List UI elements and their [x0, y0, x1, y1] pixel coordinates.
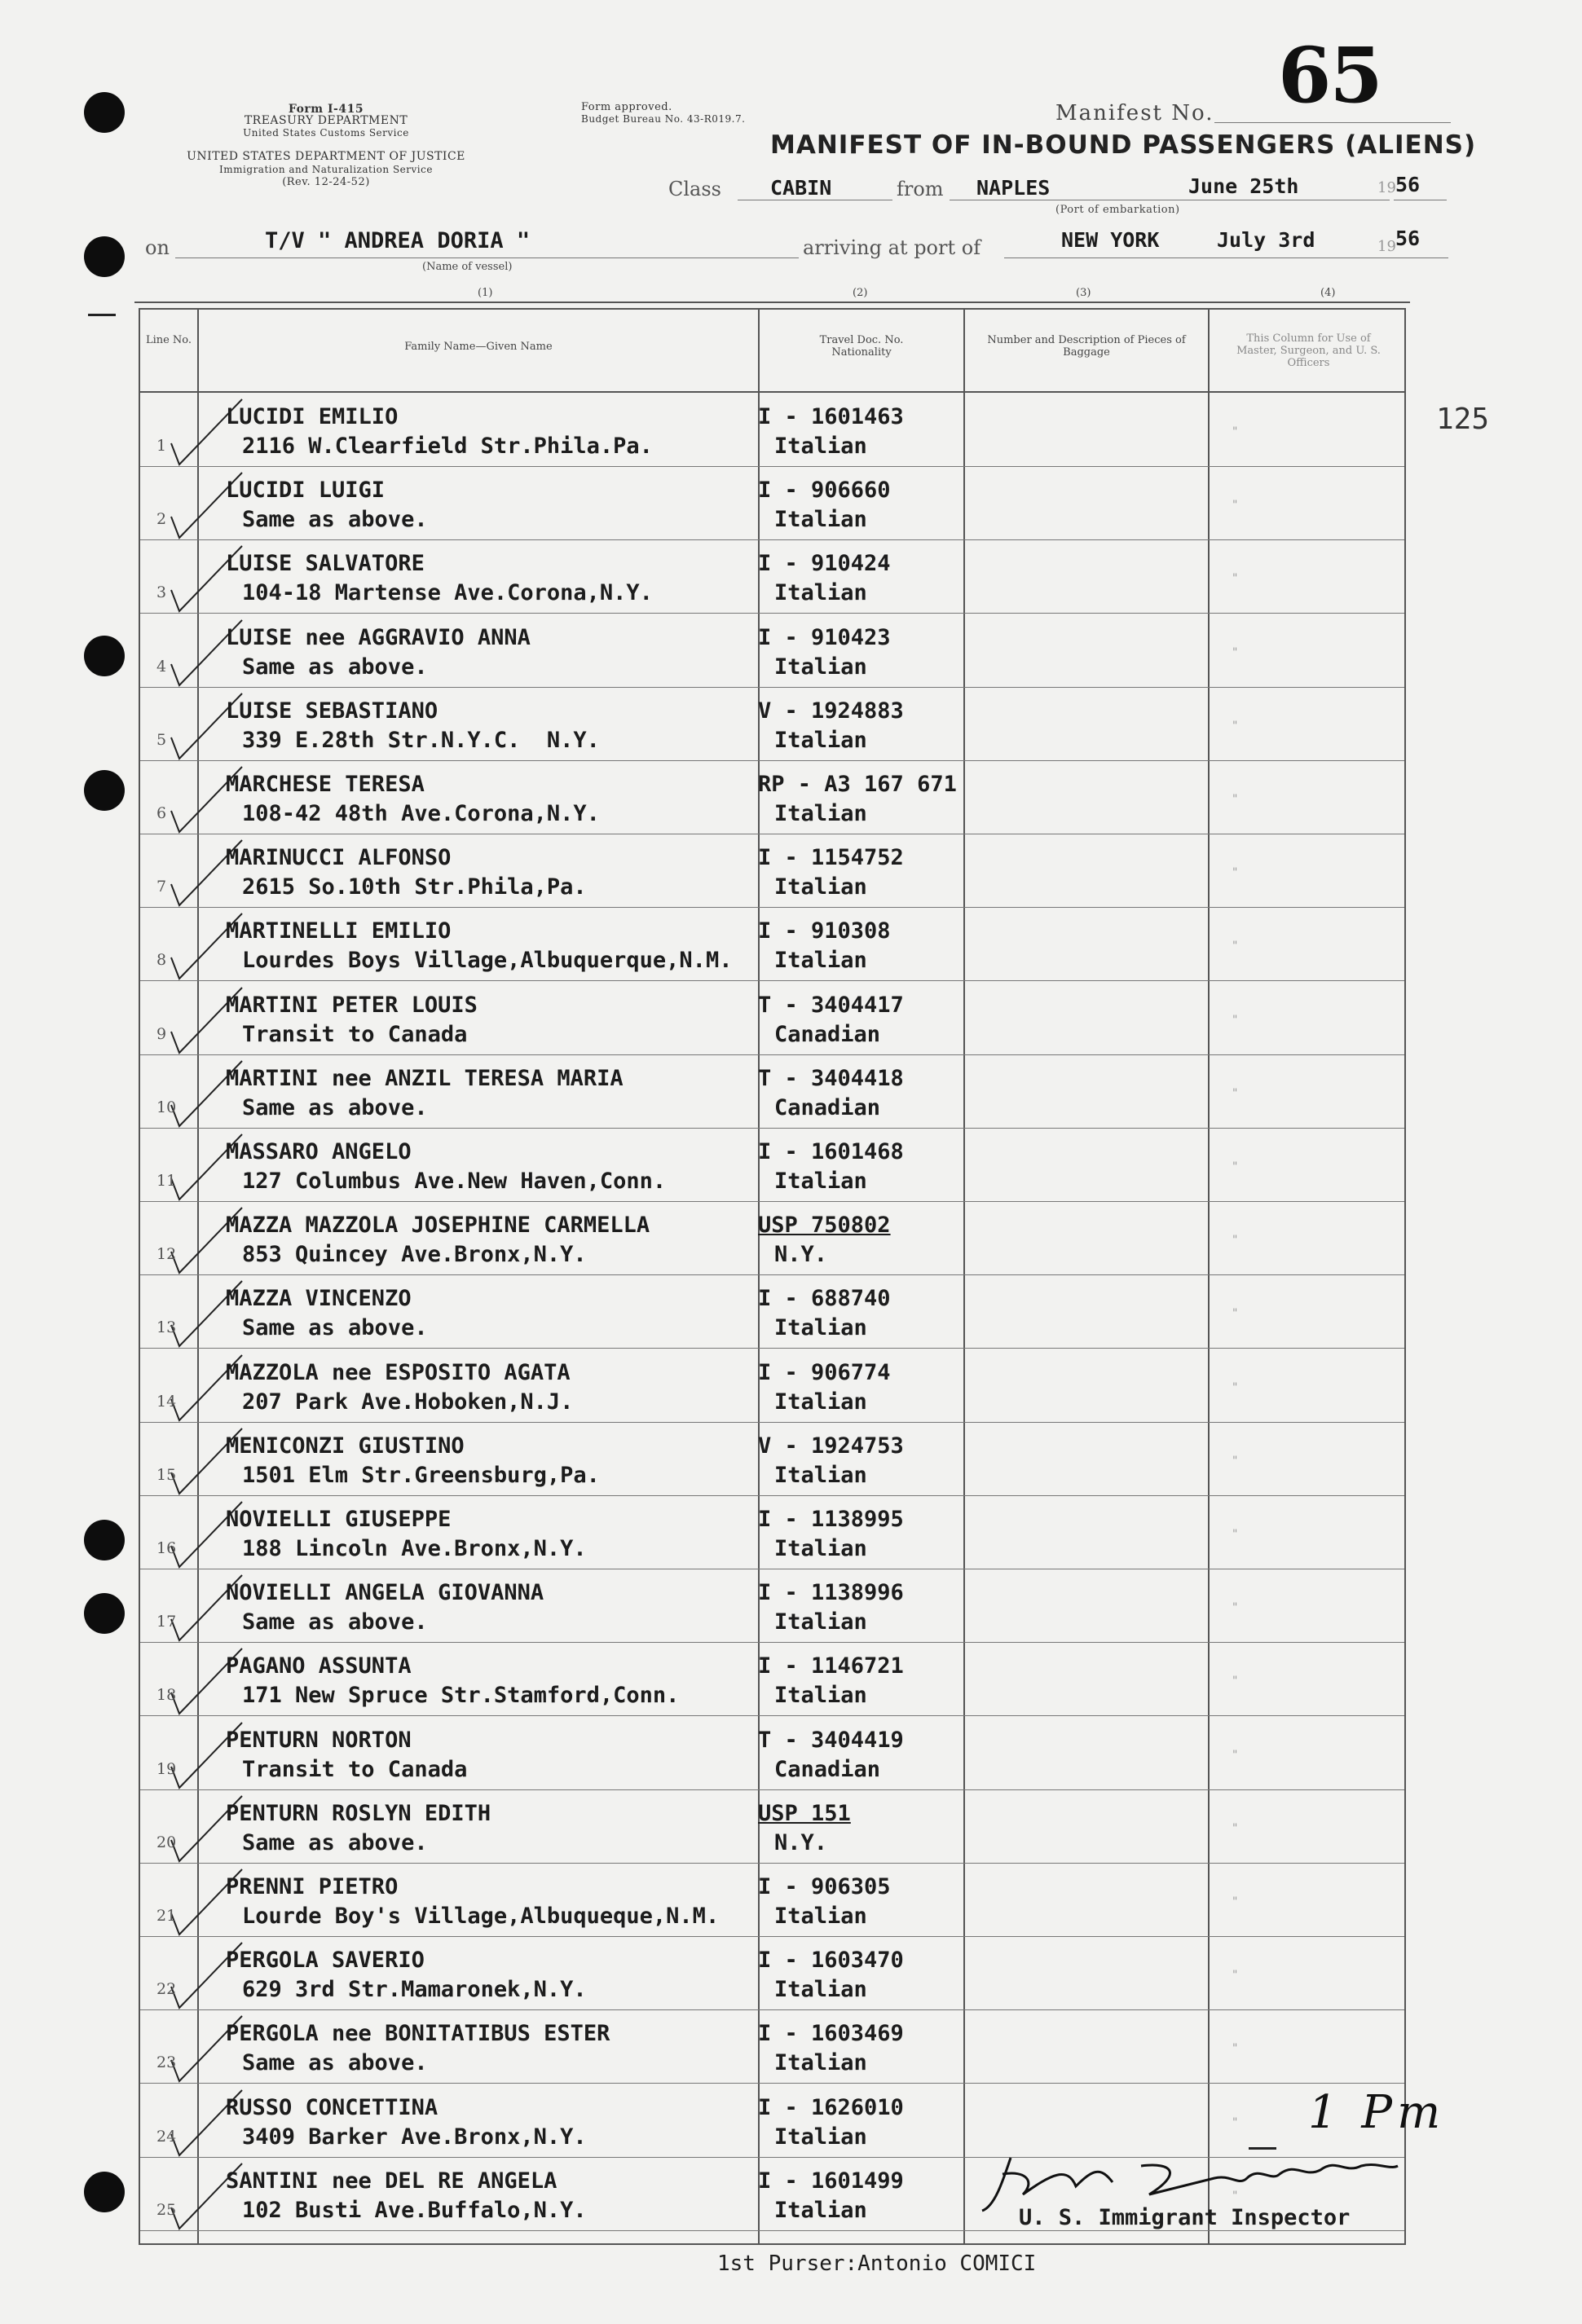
passenger-name: MARTINELLI EMILIO [226, 918, 452, 944]
passenger-address: Same as above. [242, 1609, 428, 1635]
manifest-number: 65 [1278, 31, 1381, 121]
binder-hole [84, 636, 125, 676]
table-row [140, 1642, 1404, 1716]
ditto-mark: " [1232, 1454, 1238, 1468]
passenger-name: MAZZA VINCENZO [226, 1286, 412, 1312]
binder-hole [84, 1593, 125, 1634]
nationality: Italian [774, 874, 867, 900]
travel-doc-number: I - 910423 [758, 624, 891, 650]
header-name: Family Name—Given Name [404, 341, 553, 353]
arrival-date: July 3rd [1217, 228, 1315, 252]
passenger-address: Same as above. [242, 1829, 428, 1855]
ditto-mark: " [1232, 2189, 1238, 2203]
table-row [140, 760, 1404, 834]
passenger-name: PERGOLA nee BONITATIBUS ESTER [226, 2021, 610, 2047]
table-row [140, 1863, 1404, 1937]
passenger-address: 171 New Spruce Str.Stamford,Conn. [242, 1683, 680, 1709]
inspector-title: U. S. Immigrant Inspector [1019, 2205, 1351, 2230]
nationality: N.Y. [774, 1242, 828, 1268]
travel-doc-number: I - 1603470 [758, 1948, 904, 1974]
nationality: Italian [774, 507, 867, 533]
line-number: 5 [156, 730, 167, 749]
passenger-address: 1501 Elm Str.Greensburg,Pa. [242, 1462, 600, 1488]
travel-doc-number: T - 3404418 [758, 1065, 904, 1091]
passenger-name: MARINUCCI ALFONSO [226, 845, 452, 871]
column-marker-3: (3) [1076, 287, 1091, 299]
table-row [140, 687, 1404, 761]
binder-hole [84, 236, 125, 277]
ditto-mark: " [1232, 1969, 1238, 1983]
table-row [140, 393, 1404, 467]
passenger-name: LUCIDI EMILIO [226, 404, 399, 429]
table-row [140, 1569, 1404, 1643]
travel-doc-number: I - 1601499 [758, 2168, 904, 2194]
passenger-address: 2116 W.Clearfield Str.Phila.Pa. [242, 434, 653, 459]
from-value: NAPLES [976, 176, 1051, 200]
line-number: 7 [156, 878, 167, 896]
passenger-address: Same as above. [242, 507, 428, 533]
binder-hole [84, 770, 125, 811]
travel-doc-number: I - 1601468 [758, 1139, 904, 1164]
ditto-mark: " [1232, 1307, 1238, 1321]
arrival-year-prefix: 19 [1377, 238, 1396, 255]
travel-doc-number: USP 750802 [758, 1213, 891, 1239]
ditto-mark: " [1232, 1086, 1238, 1100]
passenger-name: PAGANO ASSUNTA [226, 1653, 412, 1679]
ditto-mark: " [1232, 1748, 1238, 1762]
travel-doc-number: T - 3404419 [758, 1727, 904, 1753]
ditto-mark: " [1232, 940, 1238, 953]
ditto-mark: " [1232, 1675, 1238, 1688]
travel-doc-number: I - 1138995 [758, 1507, 904, 1532]
budget-bureau: Budget Bureau No. 43-R019.7. [581, 113, 746, 125]
travel-doc-number: I - 906305 [758, 1874, 891, 1899]
travel-doc-number: T - 3404417 [758, 992, 904, 1018]
ditto-mark: " [1232, 1528, 1238, 1541]
table-row [140, 614, 1404, 688]
travel-doc-number: I - 1138996 [758, 1580, 904, 1606]
treasury-department: TREASURY DEPARTMENT [244, 114, 408, 127]
passenger-address: Lourde Boy's Village,Albuqueque,N.M. [242, 1904, 720, 1929]
nationality: Italian [774, 2050, 867, 2076]
nationality: Italian [774, 1609, 867, 1635]
table-row [140, 1789, 1404, 1864]
ditto-mark: " [1232, 1821, 1238, 1835]
header-travel-doc: Travel Doc. No. Nationality [819, 334, 904, 359]
table-row [140, 466, 1404, 540]
ditto-mark: " [1232, 1380, 1238, 1394]
departure-date: June 25th [1188, 174, 1299, 198]
nationality: N.Y. [774, 1829, 828, 1855]
customs-service: United States Customs Service [243, 127, 409, 139]
passenger-name: PENTURN ROSLYN EDITH [226, 1800, 491, 1826]
nationality: Italian [774, 580, 867, 606]
passenger-address: 108-42 48th Ave.Corona,N.Y. [242, 801, 600, 826]
departure-year-prefix: 19 [1377, 179, 1396, 196]
passenger-name: MARTINI nee ANZIL TERESA MARIA [226, 1065, 624, 1091]
line-number: 20 [156, 1833, 177, 1851]
passenger-name: PERGOLA SAVERIO [226, 1948, 425, 1974]
passenger-address: 339 E.28th Str.N.Y.C. N.Y. [242, 727, 600, 753]
ditto-mark: " [1232, 1234, 1238, 1248]
table-row [140, 2084, 1404, 2158]
ditto-mark: " [1232, 645, 1238, 659]
table-row [140, 1349, 1404, 1423]
column-marker-4: (4) [1320, 287, 1336, 299]
line-number: 25 [156, 2200, 177, 2219]
travel-doc-number: I - 906660 [758, 478, 891, 504]
departure-year: 56 [1395, 173, 1421, 196]
passenger-address: Same as above. [242, 654, 428, 680]
nationality: Italian [774, 2124, 867, 2150]
table-row [140, 834, 1404, 908]
travel-doc-number: I - 1146721 [758, 1653, 904, 1679]
travel-doc-number: RP - A3 167 671 [758, 772, 957, 797]
line-number: 3 [156, 583, 167, 602]
travel-doc-number: V - 1924883 [758, 698, 904, 724]
line-number: 11 [156, 1172, 177, 1190]
column-marker-1: (1) [478, 287, 493, 299]
nationality: Italian [774, 434, 867, 459]
column-marker-2: (2) [853, 287, 868, 299]
passenger-name: PENTURN NORTON [226, 1727, 412, 1753]
travel-doc-number: I - 1601463 [758, 404, 904, 429]
line-number: 9 [156, 1024, 167, 1043]
line-number: 14 [156, 1392, 177, 1411]
line-number: 18 [156, 1686, 177, 1705]
from-label: from [897, 178, 944, 200]
passenger-address: 853 Quincey Ave.Bronx,N.Y. [242, 1242, 587, 1268]
passenger-name: LUISE SALVATORE [226, 551, 425, 577]
line-number: 8 [156, 951, 167, 970]
nationality: Canadian [774, 1756, 881, 1782]
passenger-name: MARCHESE TERESA [226, 772, 425, 797]
ditto-mark: " [1232, 793, 1238, 806]
table-row [140, 539, 1404, 614]
ditto-mark: " [1232, 1895, 1238, 1908]
travel-doc-number: I - 1603469 [758, 2021, 904, 2047]
line-number: 22 [156, 1980, 177, 1999]
header-officers-column: This Column for Use of Master, Surgeon, and U. S. Officers [1236, 332, 1381, 369]
line-number: 24 [156, 2127, 177, 2146]
ditto-mark: " [1232, 499, 1238, 513]
ditto-mark: " [1232, 1601, 1238, 1615]
on-label: on [145, 236, 170, 259]
line-number: 12 [156, 1245, 177, 1264]
header-baggage: Number and Description of Pieces of Baggage [987, 334, 1186, 359]
travel-doc-number: I - 906774 [758, 1359, 891, 1385]
passenger-address: 207 Park Ave.Hoboken,N.J. [242, 1389, 574, 1415]
travel-doc-number: I - 688740 [758, 1286, 891, 1312]
handwritten-note: 1 Pm [1308, 2086, 1446, 2139]
purser-name: 1st Purser:Antonio COMICI [717, 2251, 1037, 2276]
ditto-mark: " [1232, 425, 1238, 438]
margin-dash [88, 314, 116, 316]
passenger-name: LUISE SEBASTIANO [226, 698, 438, 724]
passenger-address: 3409 Barker Ave.Bronx,N.Y. [242, 2124, 587, 2150]
travel-doc-number: I - 1626010 [758, 2094, 904, 2120]
nationality: Italian [774, 1169, 867, 1194]
manifest-title: MANIFEST OF IN-BOUND PASSENGERS (ALIENS) [770, 130, 1477, 160]
passenger-address: 629 3rd Str.Mamaronek,N.Y. [242, 1977, 587, 2003]
travel-doc-number: I - 910424 [758, 551, 891, 577]
table-row [140, 1716, 1404, 1790]
table-row [140, 1128, 1404, 1202]
line-number: 21 [156, 1907, 177, 1925]
department-of-justice: UNITED STATES DEPARTMENT OF JUSTICE [187, 150, 465, 163]
line-number: 15 [156, 1465, 177, 1484]
nationality: Italian [774, 1536, 867, 1561]
nationality: Italian [774, 1315, 867, 1341]
binder-hole [84, 92, 125, 133]
ditto-mark: " [1232, 866, 1238, 880]
nationality: Canadian [774, 1021, 881, 1047]
vessel-caption: (Name of vessel) [422, 261, 513, 273]
arrival-port: NEW YORK [1061, 228, 1160, 252]
table-row [140, 981, 1404, 1055]
binder-hole [84, 1520, 125, 1560]
line-number: 13 [156, 1318, 177, 1337]
ditto-mark: " [1232, 2042, 1238, 2056]
line-number: 1 [156, 437, 167, 455]
header-line-no: Line No. [145, 334, 192, 346]
nationality: Canadian [774, 1094, 881, 1120]
table-row [140, 1495, 1404, 1569]
nationality: Italian [774, 727, 867, 753]
nationality: Italian [774, 801, 867, 826]
line-number: 16 [156, 1539, 177, 1557]
passenger-name: LUCIDI LUIGI [226, 478, 386, 504]
revision: (Rev. 12-24-52) [282, 176, 370, 188]
table-row [140, 1422, 1404, 1496]
line-number: 23 [156, 2053, 177, 2072]
passenger-address: Transit to Canada [242, 1021, 468, 1047]
nationality: Italian [774, 1904, 867, 1929]
ditto-mark: " [1232, 1160, 1238, 1173]
nationality: Italian [774, 1462, 867, 1488]
passenger-address: Same as above. [242, 2050, 428, 2076]
line-number: 19 [156, 1759, 177, 1778]
arrival-year: 56 [1395, 227, 1421, 250]
passenger-address: Same as above. [242, 1094, 428, 1120]
table-row [140, 907, 1404, 981]
margin-count: 125 [1436, 403, 1490, 436]
port-caption: (Port of embarkation) [1055, 204, 1180, 216]
form-approved: Form approved. [581, 101, 672, 113]
passenger-address: Transit to Canada [242, 1756, 468, 1782]
table-row [140, 1054, 1404, 1129]
manifest-table [139, 308, 1406, 2245]
passenger-name: RUSSO CONCETTINA [226, 2094, 438, 2120]
nationality: Italian [774, 654, 867, 680]
travel-doc-number: I - 1154752 [758, 845, 904, 871]
table-row [140, 1201, 1404, 1275]
table-row [140, 2009, 1404, 2084]
line-number: 4 [156, 657, 167, 676]
passenger-name: NOVIELLI GIUSEPPE [226, 1507, 452, 1532]
passenger-address: Same as above. [242, 1315, 428, 1341]
nationality: Italian [774, 1977, 867, 2003]
passenger-address: Lourdes Boys Village,Albuquerque,N.M. [242, 948, 733, 974]
nationality: Italian [774, 1683, 867, 1709]
table-row [140, 1274, 1404, 1349]
travel-doc-number: I - 910308 [758, 918, 891, 944]
travel-doc-number: V - 1924753 [758, 1433, 904, 1459]
ditto-mark: " [1232, 2115, 1238, 2129]
passenger-name: MENICONZI GIUSTINO [226, 1433, 465, 1459]
passenger-address: 102 Busti Ave.Buffalo,N.Y. [242, 2197, 587, 2223]
ditto-mark: " [1232, 1013, 1238, 1027]
ditto-mark: " [1232, 719, 1238, 733]
manifest-label: Manifest No. [1055, 101, 1214, 125]
line-number: 6 [156, 804, 167, 822]
passenger-address: 127 Columbus Ave.New Haven,Conn. [242, 1169, 667, 1194]
line-number: 2 [156, 510, 167, 529]
table-row [140, 1936, 1404, 2010]
nationality: Italian [774, 2197, 867, 2223]
ins-service: Immigration and Naturalization Service [219, 164, 433, 175]
ditto-mark: " [1232, 572, 1238, 586]
class-value: CABIN [770, 176, 832, 200]
passenger-name: LUISE nee AGGRAVIO ANNA [226, 624, 531, 650]
passenger-name: SANTINI nee DEL RE ANGELA [226, 2168, 557, 2194]
passenger-address: 188 Lincoln Ave.Bronx,N.Y. [242, 1536, 587, 1561]
travel-doc-number: USP 151 [758, 1800, 851, 1826]
class-label: Class [668, 178, 721, 200]
vessel-name: T/V " ANDREA DORIA " [265, 228, 531, 253]
passenger-address: 104-18 Martense Ave.Corona,N.Y. [242, 580, 653, 606]
nationality: Italian [774, 1389, 867, 1415]
passenger-name: MAZZA MAZZOLA JOSEPHINE CARMELLA [226, 1213, 650, 1239]
passenger-name: PRENNI PIETRO [226, 1874, 399, 1899]
passenger-name: NOVIELLI ANGELA GIOVANNA [226, 1580, 544, 1606]
passenger-address: 2615 So.10th Str.Phila,Pa. [242, 874, 587, 900]
line-number: 17 [156, 1613, 177, 1631]
line-number: 10 [156, 1098, 177, 1116]
passenger-name: MAZZOLA nee ESPOSITO AGATA [226, 1359, 571, 1385]
form-number: Form I-415 [288, 103, 364, 116]
arriving-label: arriving at port of [803, 236, 981, 259]
passenger-name: MARTINI PETER LOUIS [226, 992, 478, 1018]
binder-hole [84, 2172, 125, 2212]
passenger-name: MASSARO ANGELO [226, 1139, 412, 1164]
nationality: Italian [774, 948, 867, 974]
